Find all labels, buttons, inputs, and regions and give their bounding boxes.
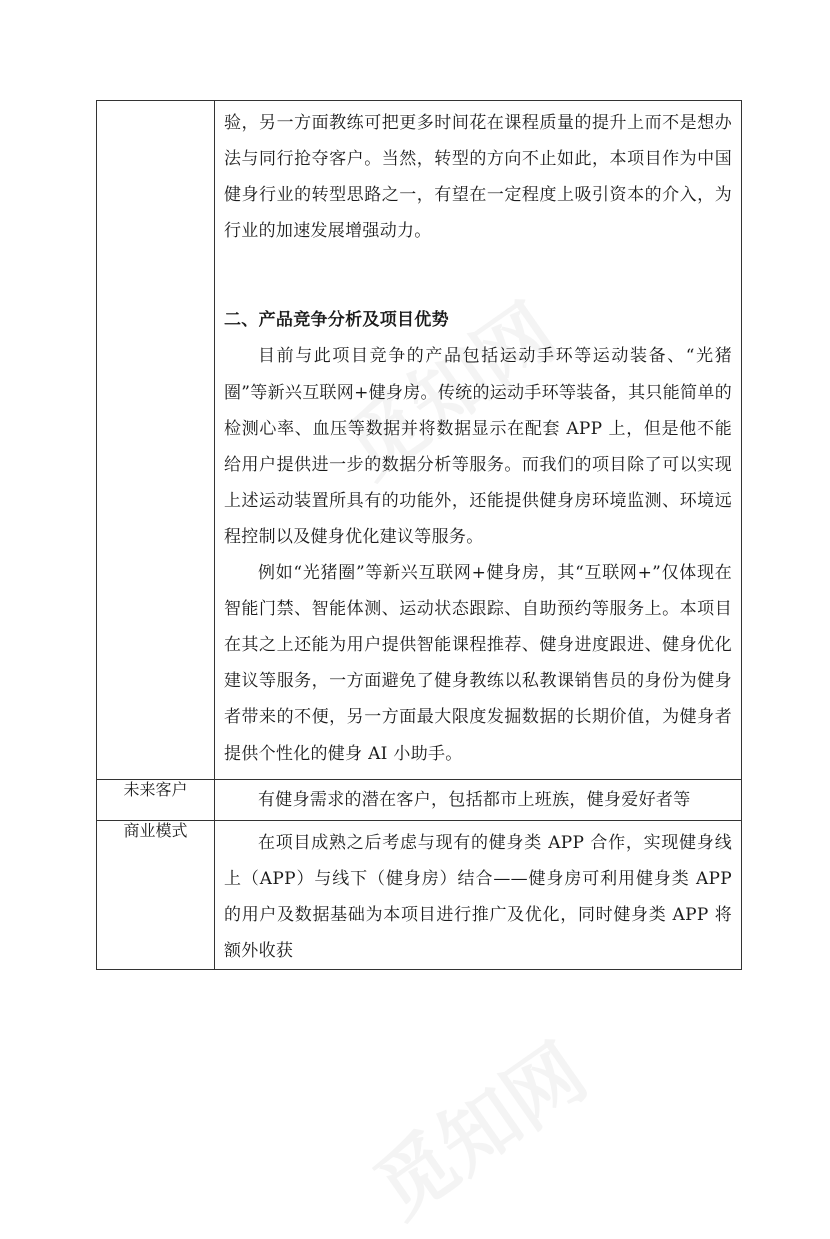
table-row [97, 101, 742, 780]
label-cell [97, 779, 215, 820]
paragraph: 在项目成熟之后考虑与现有的健身类 APP 合作，实现健身线上（APP）与线下（健身房）结合——健身房可利用健身类 APP 的用户及数据基础为本项目进行推广及优化，同时健身类 APP 将额外收获 [224, 832, 732, 961]
content-cell [215, 820, 742, 969]
document-table [96, 100, 742, 970]
content-cell [215, 779, 742, 820]
table-row [97, 820, 742, 969]
watermark [349, 1013, 605, 1239]
label-cell-empty [97, 101, 215, 780]
paragraph: 目前与此项目竞争的产品包括运动手环等运动装备、“光猪圈”等新兴互联网+健身房。传统的运动手环等装备，其只能简单的检测心率、血压等数据并将数据显示在配套 APP 上，但是他不能给用户提供进一步的数据分析等服务。而我们的项目除了可以实现上述运动装置所具有的功能外，还能提供健身房环境监测、环境远程控制以及健身优化建议等服务。 [224, 346, 732, 547]
content-cell [215, 101, 742, 780]
label-cell [97, 820, 215, 969]
paragraph: 有健身需求的潜在客户，包括都市上班族，健身爱好者等 [258, 789, 691, 810]
row-label: 未来客户 [123, 779, 188, 799]
paragraph: 例如“光猪圈”等新兴互联网+健身房，其“互联网+”仅体现在智能门禁、智能体测、运动状态跟踪、自助预约等服务上。本项目在其之上还能为用户提供智能课程推荐、健身进度跟进、健身优化建议等服务，一方面避免了健身教练以私教课销售员的身份为健身者带来的不便，另一方面最大限度发掘数据的长期价值，为健身者提供个性化的健身 AI 小助手。 [224, 563, 732, 764]
paragraph: 验，另一方面教练可把更多时间花在课程质量的提升上而不是想办法与同行抢夺客户。当然，转型的方向不止如此，本项目作为中国健身行业的转型思路之一，有望在一定程度上吸引资本的介入，为行业的加速发展增强动力。 [224, 113, 732, 242]
table-row [97, 779, 742, 820]
row-label: 商业模式 [123, 820, 188, 840]
section-heading: 二、产品竞争分析及项目优势 [224, 310, 449, 331]
